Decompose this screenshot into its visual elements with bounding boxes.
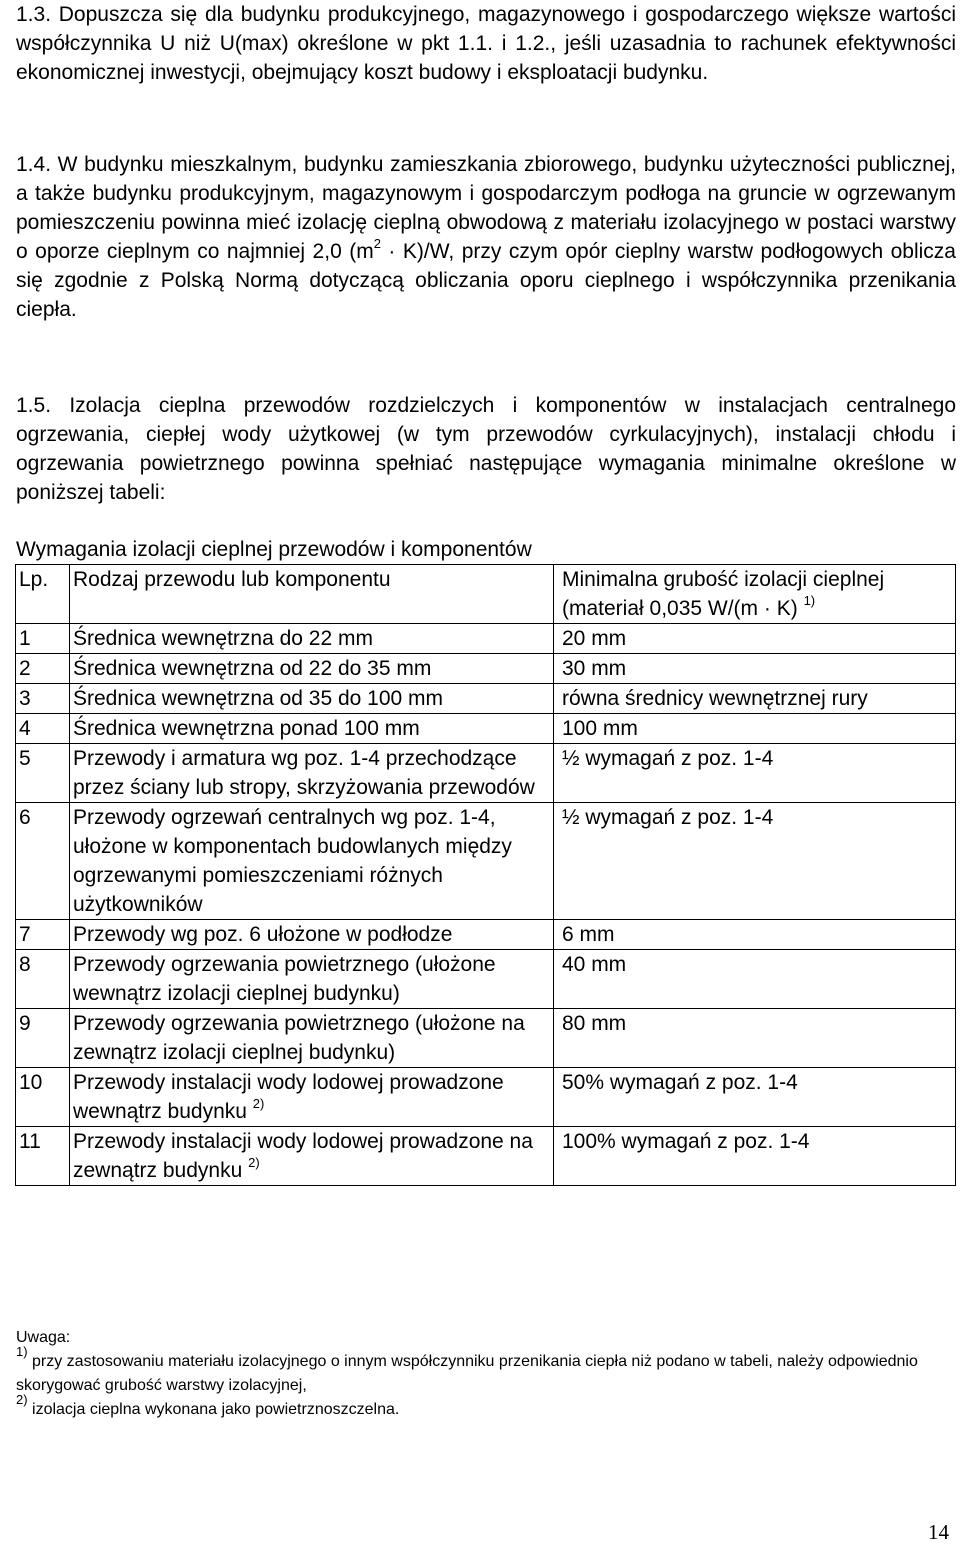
- cell-type: [70, 803, 554, 920]
- table-caption: Wymagania izolacji cieplnej przewodów i komponentów: [16, 538, 532, 561]
- footnote-1: [16, 1344, 946, 1398]
- superscript-2: 2: [373, 236, 381, 251]
- paragraph-1-4-text-b: · K)/W, przy czym opór cieplny warstw podłogowych oblicza się zgodnie z Polską Normą dotyczącą obliczania oporu cieplnego i współczynnika przenikania ciepła.: [16, 240, 956, 321]
- table-row: [16, 714, 956, 744]
- footnote-ref-2: 2): [252, 1096, 265, 1111]
- table-row: [16, 654, 956, 684]
- cell-type: [70, 920, 554, 950]
- cell-lp: 3: [16, 684, 70, 714]
- cell-thickness: 6 mm: [554, 920, 956, 950]
- cell-type: [70, 684, 554, 714]
- table-row: [16, 920, 956, 950]
- cell-lp: 5: [16, 744, 70, 803]
- cell-type-text: Przewody ogrzewania powietrznego (ułożone wewnątrz izolacji cieplnej budynku): [73, 953, 496, 1005]
- cell-type: [70, 714, 554, 744]
- page-number: 14: [928, 1520, 949, 1544]
- cell-thickness: 100% wymagań z poz. 1-4: [554, 1127, 956, 1186]
- header-type: Rodzaj przewodu lub komponentu: [70, 565, 554, 624]
- cell-thickness: 50% wymagań z poz. 1-4: [554, 1068, 956, 1127]
- cell-type-text: Przewody i armatura wg poz. 1-4 przechodzące przez ściany lub stropy, skrzyżowania przewodów: [73, 747, 535, 799]
- table-row: [16, 684, 956, 714]
- cell-type: [70, 624, 554, 654]
- table-row: [16, 803, 956, 920]
- footnote-2-marker: 2): [16, 1392, 28, 1407]
- header-thickness: [554, 565, 956, 624]
- cell-thickness: 80 mm: [554, 1009, 956, 1068]
- footnote-ref-2: 2): [248, 1155, 260, 1170]
- cell-type-text: Przewody instalacji wody lodowej prowadzone wewnątrz budynku: [73, 1071, 504, 1123]
- cell-lp: 6: [16, 803, 70, 920]
- cell-type-text: Średnica wewnętrzna od 22 do 35 mm: [73, 657, 432, 680]
- footnote-1-marker: 1): [16, 1344, 28, 1359]
- cell-type: [70, 1009, 554, 1068]
- cell-lp: 10: [16, 1068, 70, 1127]
- cell-thickness: 40 mm: [554, 950, 956, 1009]
- paragraph-1-5: 1.5. Izolacja cieplna przewodów rozdzielczych i komponentów w instalacjach centralnego ogrzewania, ciepłej wody użytkowej (w tym przewodów cyrkulacyjnych), instalacji chłodu i ogrzewania powietrznego powinna spełniać następujące wymagania minimalne określone w poniższej tabeli:: [16, 394, 956, 504]
- cell-type: [70, 744, 554, 803]
- cell-lp: 7: [16, 920, 70, 950]
- cell-thickness: 20 mm: [554, 624, 956, 654]
- footnote-ref-1: 1): [803, 593, 816, 608]
- cell-lp: 11: [16, 1127, 70, 1186]
- cell-lp: 9: [16, 1009, 70, 1068]
- notes-heading: Uwaga:: [16, 1329, 71, 1346]
- cell-thickness: ½ wymagań z poz. 1-4: [554, 744, 956, 803]
- header-thickness-material: (materiał 0,035 W/(m · K): [562, 597, 798, 620]
- cell-type-text: Przewody ogrzewania powietrznego (ułożone na zewnątrz izolacji cieplnej budynku): [73, 1012, 525, 1064]
- cell-type: [70, 950, 554, 1009]
- table-row: [16, 950, 956, 1009]
- cell-type-text: Średnica wewnętrzna ponad 100 mm: [73, 717, 420, 740]
- table-row: [16, 624, 956, 654]
- cell-type-text: Przewody ogrzewań centralnych wg poz. 1-4, ułożone w komponentach budowlanych między ogrzewanymi pomieszczeniami różnych użytkowników: [73, 806, 512, 916]
- table-row: [16, 1127, 956, 1186]
- cell-type-text: Przewody wg poz. 6 ułożone w podłodze: [73, 923, 453, 946]
- cell-type: [70, 1127, 554, 1186]
- insulation-requirements-table: [15, 564, 956, 1186]
- cell-type-text: Przewody instalacji wody lodowej prowadzone na zewnątrz budynku: [73, 1130, 533, 1182]
- table-row: [16, 1068, 956, 1127]
- cell-type-text: Średnica wewnętrzna do 22 mm: [73, 627, 373, 650]
- footnotes: [16, 1326, 946, 1422]
- paragraph-1-4-text-a: 1.4. W budynku mieszkalnym, budynku zamieszkania zbiorowego, budynku użyteczności publicznej, a także budynku produkcyjnym, magazynowym i gospodarczym podłoga na gruncie w ogrzewanym pomieszczeniu powinna mieć izolację cieplną obwodową z materiału izolacyjnego w postaci warstwy o oporze cieplnym co najmniej 2,0 (m: [16, 153, 956, 263]
- paragraph-1-3: 1.3. Dopuszcza się dla budynku produkcyjnego, magazynowego i gospodarczego większe wartości współczynnika U niż U(max) określone w pkt 1.1. i 1.2., jeśli uzasadnia to rachunek efektywności ekonomicznej inwestycji, obejmujący koszt budowy i eksploatacji budynku.: [16, 3, 956, 84]
- paragraph-1-4: [16, 150, 956, 324]
- cell-lp: 4: [16, 714, 70, 744]
- table-row: [16, 1009, 956, 1068]
- cell-thickness: 100 mm: [554, 714, 956, 744]
- cell-lp: 8: [16, 950, 70, 1009]
- cell-lp: 1: [16, 624, 70, 654]
- table-header-row: [16, 565, 956, 624]
- cell-type-text: Średnica wewnętrzna od 35 do 100 mm: [73, 687, 444, 710]
- cell-thickness: 30 mm: [554, 654, 956, 684]
- header-lp: Lp.: [16, 565, 70, 624]
- table-row: [16, 744, 956, 803]
- header-thickness-label: Minimalna grubość izolacji cieplnej: [562, 568, 885, 591]
- cell-thickness: równa średnicy wewnętrznej rury: [554, 684, 956, 714]
- cell-type: [70, 654, 554, 684]
- footnote-2-text: izolacja cieplna wykonana jako powietrznoszczelna.: [27, 1401, 400, 1418]
- cell-type: [70, 1068, 554, 1127]
- cell-lp: 2: [16, 654, 70, 684]
- footnote-2: [16, 1392, 946, 1422]
- footnote-1-text: przy zastosowaniu materiału izolacyjnego o innym współczynniku przenikania ciepła niż podano w tabeli, należy odpowiednio skorygować grubość warstwy izolacyjnej,: [16, 1353, 918, 1394]
- cell-thickness: ½ wymagań z poz. 1-4: [554, 803, 956, 920]
